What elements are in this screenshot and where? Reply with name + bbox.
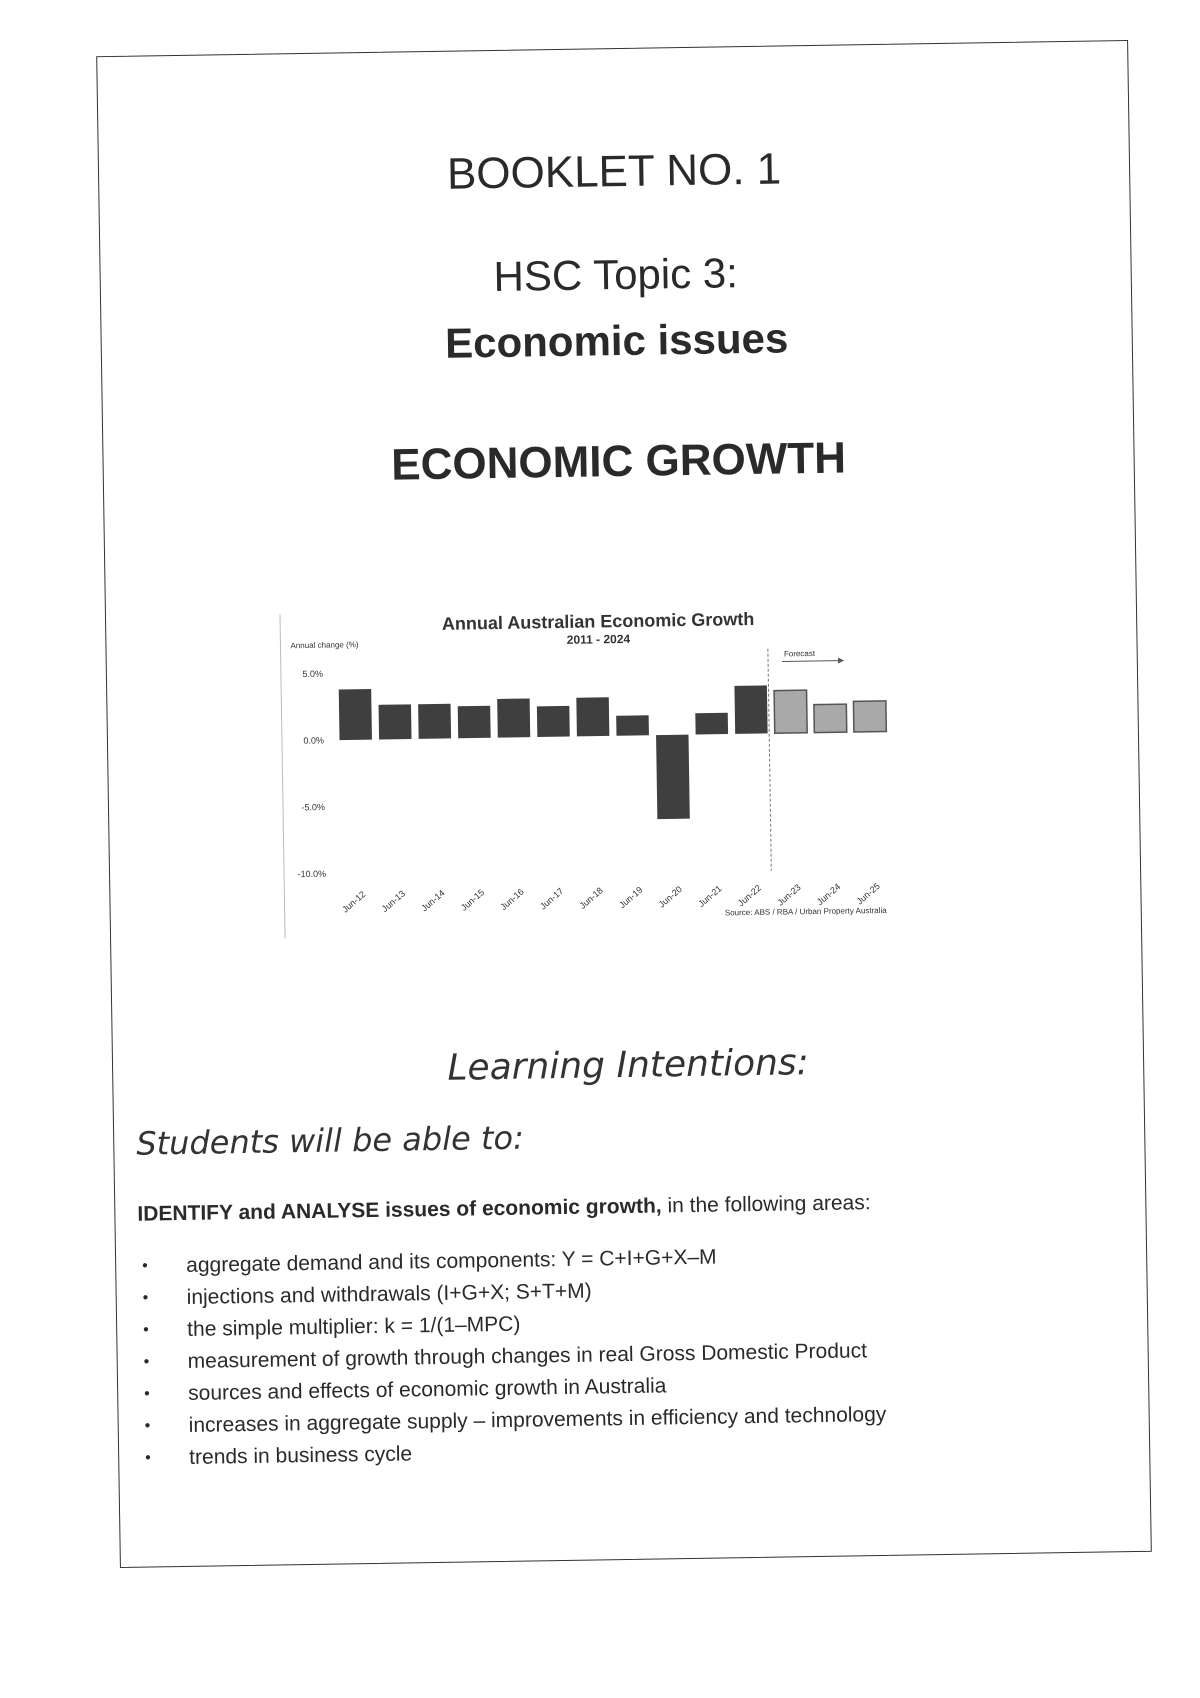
learning-list xyxy=(138,1239,887,1475)
x-tick-label: Jun-24 xyxy=(814,881,843,908)
x-tick-label: Jun-18 xyxy=(577,885,605,911)
forecast-arrow xyxy=(782,661,838,662)
x-tick-label: Jun-12 xyxy=(340,889,368,915)
chart-left-edge xyxy=(280,614,285,938)
chart-title: Annual Australian Economic Growth xyxy=(441,608,755,634)
forecast-divider xyxy=(768,649,771,871)
x-tick-label: Jun-13 xyxy=(379,888,408,914)
booklet-number: BOOKLET NO. 1 xyxy=(446,144,782,199)
y-tick-label: -5.0% xyxy=(301,802,326,813)
bar-jun-20 xyxy=(656,735,690,819)
bar-jun-15 xyxy=(458,706,491,739)
intro-rest: in the following areas: xyxy=(661,1191,871,1218)
x-tick-label: Jun-17 xyxy=(537,885,566,912)
bar-jun-22 xyxy=(734,685,767,734)
chart-subtitle: 2011 - 2024 xyxy=(566,631,631,647)
list-item: • trends in business cycle xyxy=(141,1431,887,1475)
x-tick-label: Jun-15 xyxy=(458,887,487,913)
x-tick-label: Jun-21 xyxy=(696,883,724,910)
x-tick-label: Jun-23 xyxy=(775,882,803,908)
list-item: • the simple multiplier: k = 1/(1–MPC) xyxy=(139,1303,885,1347)
chart-source: Source: ABS / RBA / Urban Property Australia xyxy=(724,905,887,918)
x-tick-label: Jun-19 xyxy=(617,884,645,911)
bar-jun-16 xyxy=(497,698,530,737)
y-axis-label: Annual change (%) xyxy=(290,640,359,651)
x-tick-label: Jun-22 xyxy=(735,882,764,909)
bar-jun-17 xyxy=(537,706,570,737)
x-tick-label: Jun-16 xyxy=(498,886,526,913)
bar-jun-13 xyxy=(379,704,412,739)
bar-jun-19 xyxy=(616,715,649,736)
bar-jun-12 xyxy=(339,689,372,740)
bar-jun-21 xyxy=(695,713,728,735)
x-tick-label: Jun-25 xyxy=(854,880,882,907)
list-item: • measurement of growth through changes in real Gross Domestic Product xyxy=(139,1335,885,1379)
y-tick-label: 0.0% xyxy=(303,735,325,746)
list-item: • aggregate demand and its components: Y = C+I+G+X–M xyxy=(138,1239,884,1283)
x-tick-label: Jun-14 xyxy=(419,887,447,914)
intro-bold: IDENTIFY and ANALYSE issues of economic growth, xyxy=(137,1194,662,1226)
intro-sentence xyxy=(137,1191,871,1227)
list-item: • injections and withdrawals (I+G+X; S+T+M) xyxy=(138,1271,884,1315)
x-tick-label: Jun-20 xyxy=(656,884,685,910)
forecast-arrow-head xyxy=(838,658,844,664)
students-will-heading: Students will be able to: xyxy=(135,1118,525,1163)
booklet-cover-page xyxy=(96,40,1152,1568)
topic-heading: HSC Topic 3: xyxy=(493,249,739,300)
bar-jun-25 xyxy=(853,701,886,732)
main-title: ECONOMIC GROWTH xyxy=(390,433,847,490)
bar-jun-23 xyxy=(774,690,807,733)
list-item: • increases in aggregate supply – improvements in efficiency and technology xyxy=(140,1399,886,1443)
y-tick-label: 5.0% xyxy=(302,668,323,680)
economic-growth-chart xyxy=(278,596,923,946)
learning-intentions-heading: Learning Intentions: xyxy=(447,1042,810,1089)
bar-jun-24 xyxy=(814,704,847,733)
bar-jun-14 xyxy=(418,704,451,739)
list-item: • sources and effects of economic growth in Australia xyxy=(140,1367,886,1411)
topic-name: Economic issues xyxy=(444,314,789,367)
forecast-label: Forecast xyxy=(783,648,816,659)
y-tick-label: -10.0% xyxy=(297,868,327,880)
bar-jun-18 xyxy=(576,697,609,736)
